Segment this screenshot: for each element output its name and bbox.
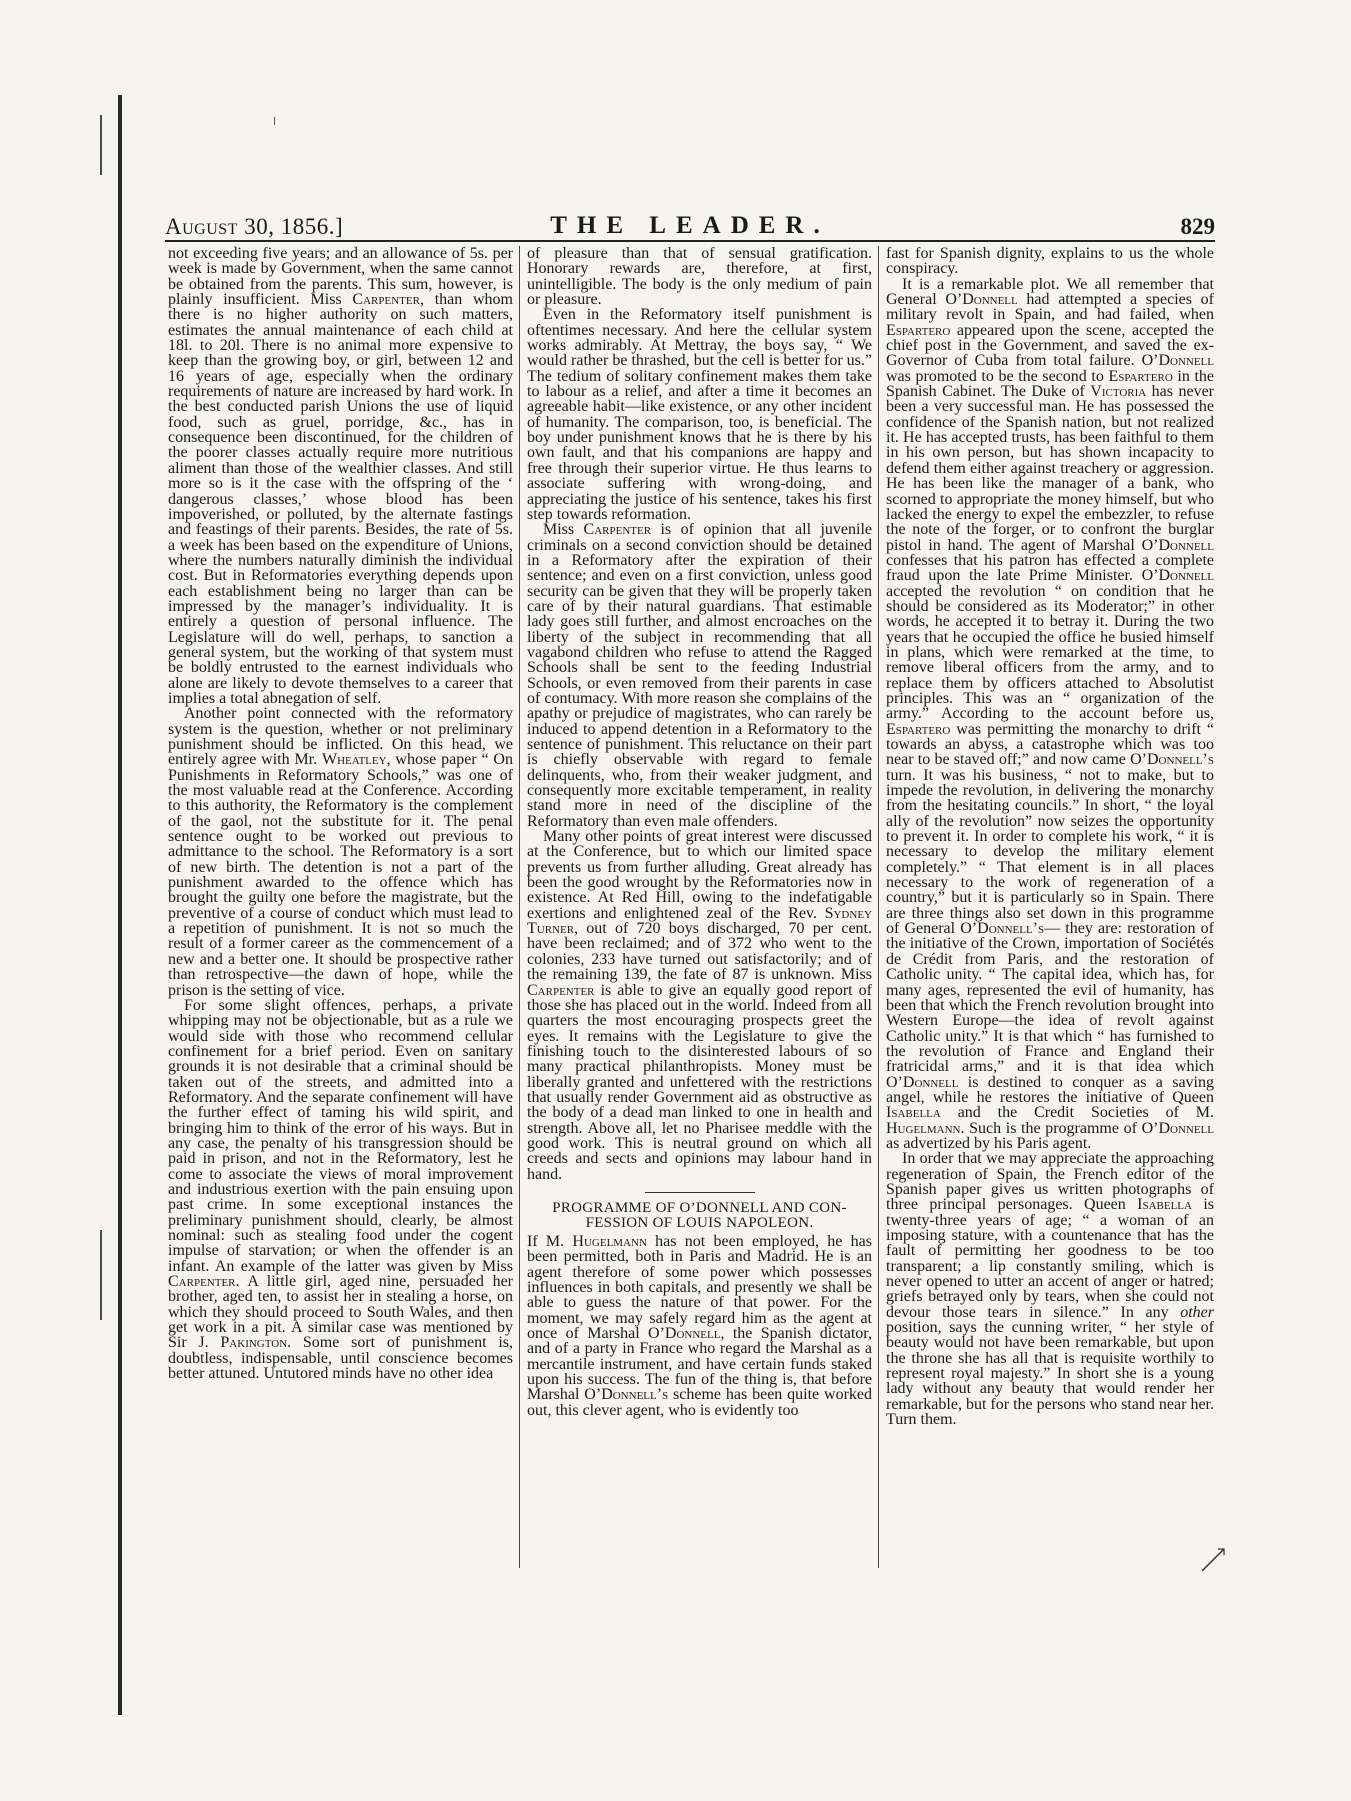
small-caps-name: Donnell — [1158, 352, 1214, 370]
small-caps-name: Donnell’s — [601, 1386, 669, 1404]
small-caps-name: Espartero — [886, 321, 951, 339]
small-caps-name: Wheatley — [321, 751, 387, 769]
small-caps-name: Donnell’s — [1147, 751, 1214, 769]
small-caps-name: Sydney Turner — [527, 904, 872, 938]
paragraph: fast for Spanish dignity, explains to us the whole conspiracy. — [886, 246, 1214, 278]
paragraph: For some slight offences, perhaps, a private whipping may not be objectionable, but as a rule we would side with those who recommend cellular confinement for a brief period. Even on sanitary grounds it is not desirable that a criminal should be taken out of the streets, and admitted into a Reformatory. And the separate confinement will have the further effect of taming his wild spirit, and bringing him to think of the error of his ways. But in any case, the penalty of his transgression should be paid in prison, and not in the Reformatory, lest he come to associate the views of moral improvement and industrious exertion with the pain ensuing upon past crime. In some exceptional instances the preliminary punishment should, clearly, be almost nominal: such as stealing food under the cogent impulse of starvation; or when the offender is an infant. An example of the latter was given by Miss Carpenter. A little girl, aged nine, persuaded her brother, aged ten, to assist her in stealing a horse, on which they should proceed to South Wales, and then get work in a pit. A similar case was mentioned by Sir J. Pakington. Some sort of punishment is, doubtless, indispensable, until conscience becomes better attuned. Untutored minds have no other idea — [168, 996, 513, 1383]
small-caps-name: Donnell — [664, 1325, 721, 1343]
turn-over-mark — [1198, 1545, 1228, 1575]
small-caps-name: Donnell — [902, 1073, 959, 1091]
scan-speck — [100, 1230, 102, 1320]
small-caps-name: Isabella — [886, 1104, 941, 1122]
newspaper-title: THE LEADER. — [550, 212, 830, 239]
small-caps-name: Donnell — [1158, 536, 1214, 554]
scan-mark — [274, 117, 275, 125]
section-heading — [527, 1201, 872, 1232]
paragraph: Even in the Reformatory itself punishment is oftentimes necessary. And here the cellular system works admirably. At Mettray, the boys say, “ We would rather be thrashed, but the cell is better for us.” The tedium of solitary confinement makes them take to labour as a relief, and after a time it becomes an agreeable habit—like existence, or any other incident of humanity. The comparison, too, is beneficial. The boy under punishment knows that he is there by his own fault, and that his companions are happy and free through their superior virtue. He thus learns to associate suffering with wrong-doing, and appreciating the justice of his sentence, takes his first step towards reformation. — [527, 306, 872, 523]
paragraph: of pleasure than that of sensual gratification. Honorary rewards are, therefore, at first, unintelligible. The body is the only medium of pain or pleasure. — [527, 246, 872, 309]
paragraph: not exceeding five years; and an allowance of 5s. per week is made by Government, when the same cannot be obtained from the parents. This sum, however, is plainly insufficient. Miss Carpenter, than whom there is no higher authority on such matters, estimates the annual maintenance of each child at 18l. to 20l. There is no animal more expensive to keep than the growing boy, or girl, between 12 and 16 years of age, especially when the ordinary requirements of nature are increased by hard work. In the best conducted parish Unions the use of liquid food, such as gruel, porridge, &c., has in consequence been discontinued, for the children of the poorer classes actually require more nutritious aliment than those of the wealthier classes. And still more so is it the case with the offspring of the ‘ dangerous classes,’ whose blood has been impoverished, or polluted, by the alternate fastings and feastings of their parents. Besides, the rate of 5s. a week has been based on the expenditure of Unions, where the numbers naturally diminish the individual cost. But in Reformatories everything depends upon each establishment being no larger than can be impressed by the manager’s individuality. It is entirely a question of personal influence. The Legislature will do well, perhaps, to sanction a general system, but the working of that system must be boldly entrusted to the earnest individuals who alone are likely to devote themselves to a career that implies a total abnegation of self. — [168, 246, 513, 707]
column-divider — [878, 246, 879, 1568]
paragraph: It is a remarkable plot. We all remember that General O’Donnell had attempted a species of military revolt in Spain, and had failed, when Espartero appeared upon the scene, accepted the chief post in the Government, and saved the ex-Governor of Cuba from total failure. O’Donnell was promoted to be the second to Espartero in the Spanish Cabinet. The Duke of Victoria has never been a very successful man. He has possessed the confidence of the Spanish nation, but not realized it. He has accepted trusts, has been faithful to them in his own person, but has shown incapacity to defend them either against treachery or aggression. He has been like the manager of a bank, who scorned to appropriate the money himself, but who lacked the energy to expel the embezzler, to refuse the note of the forger, or to confront the burglar pistol in hand. The agent of Marshal O’Donnell confesses that his patron has effected a complete fraud upon the late Prime Minister. O’Donnell accepted the revolution “ on condition that he should be considered as its Moderator;” in other words, he accepted it to betray it. During the two years that he occupied the office he busied himself in plans, which were remarked at the time, to remove liberal officers from the army, and to replace them by officers attached to Absolutist principles. This was an “ organization of the army.” According to the account before us, Espartero was permitting the monarchy to drift “ towards an abyss, a catastrophe which was too near to be staved off;” and now came O’Donnell’s turn. It was his business, “ not to make, but to impede the revolution, in delivering the monarchy from the hesitating councils.” In short, “ the loyal ally of the revolution” now seizes the opportunity to prevent it. In order to complete his work, “ it is necessary to develop the military element completely.” “ That element is in all places necessary to the work of regeneration of a country,” but it is particularly so in Spain. There are three things also set down in this programme of General O’Donnell’s— they are: restoration of the initiative of the Crown, importation of Sociétés de Crédit from Paris, and the restoration of Catholic unity. “ The capital idea, which has, for many ages, represented the evil of humanity, has been that which the French revolution brought into Western Europe—the idea of revolt against Catholic unity.” It is that which “ has furnished to the revolution of France and England their fratricidal arms,” and it is that idea which O’Donnell is destined to conquer as a saving angel, while he restores the initiative of Queen Isabella and the Credit Societies of M. Hugelmann. Such is the programme of O’Donnell as advertized by his Paris agent. — [886, 275, 1214, 1152]
small-caps-name: Hugelmann — [572, 1232, 647, 1250]
section-heading-line: PROGRAMME OF O’DONNELL AND CON- — [552, 1199, 847, 1216]
page-number: 829 — [1180, 214, 1215, 239]
paragraph: If M. Hugelmann has not been employed, he has been permitted, both in Paris and Madrid. He is an agent therefore of some power which possesses influences in both capitals, and presently we shall be able to guess the nature of that power. For the moment, we may safely regard him as the agent at once of Marshal O’Donnell, the Spanish dictator, and of a party in France who regard the Marshal as a mercantile instrument, and have certain funds staked upon his success. The fun of the thing is, that before Marshal O’Donnell’s scheme has been quite worked out, this clever agent, who is evidently too — [527, 1232, 872, 1419]
column-2 — [527, 246, 872, 1566]
issue-date: August 30, 1856.] — [165, 214, 344, 239]
column-3 — [886, 246, 1214, 1566]
small-caps-name: Donnell — [962, 291, 1018, 309]
small-caps-name: Espartero — [886, 720, 951, 738]
scan-edge-bar — [118, 95, 122, 1715]
small-caps-name: Victoria — [1090, 383, 1147, 401]
paragraph: Another point connected with the reformatory system is the question, whether or not preliminary punishment should be inflicted. On this head, we entirely agree with Mr. Wheatley, whose paper “ On Punishments in Reformatory Schools,” was one of the most valuable read at the Conference. According to this authority, the Reformatory is the complement of the gaol, not the substitute for it. The penal sentence ought to be worked out previous to admittance to the school. The Reformatory is a sort of new birth. The detention is not a part of the punishment awarded to the offence which has brought the guilty one before the magistrate, but the preventive of a course of conduct which must lead to a repetition of punishment. It is not so much the result of a former career as the commencement of a new and a better one. It should be prospective rather than retrospective—the dawn of hope, while the prison is the setting of vice. — [168, 705, 513, 999]
header-rule — [165, 240, 1215, 242]
italic-text: other — [1180, 1303, 1214, 1321]
paragraph: Many other points of great interest were discussed at the Conference, but to which our limited space prevents us from further alluding. Great already has been the good wrought by the Reformatories now in existence. At Red Hill, owing to the indefatigable exertions and enlightened zeal of the Rev. Sydney Turner, out of 720 boys discharged, 70 per cent. have been reclaimed; and of 372 who went to the colonies, 233 have turned out satisfactorily; and of the remaining 139, the fate of 87 is unknown. Miss Carpenter is able to give an equally good report of those she has placed out in the world. Indeed from all quarters the most encouraging prospects greet the eyes. It remains with the Legislature to give the finishing touch to the disinterested labours of so many practical philanthropists. Money must be liberally granted and unfettered with the restrictions that usually render Government aid as obstructive as the body of a dead man linked to one in health and strength. Above all, let no Pharisee meddle with the good work. This is neutral ground on which all creeds and sects and opinions may labour hand in hand. — [527, 828, 872, 1183]
column-divider — [519, 246, 520, 1568]
column-1 — [168, 246, 513, 1566]
small-caps-name: Donnell — [1158, 567, 1214, 585]
small-caps-name: Donnell’s — [977, 920, 1045, 938]
section-heading-line: FESSION OF LOUIS NAPOLEON. — [585, 1215, 814, 1232]
small-caps-name: Isabella — [1137, 1196, 1192, 1214]
small-caps-name: Carpenter — [352, 291, 420, 309]
paragraph: Miss Carpenter is of opinion that all juvenile criminals on a second conviction should be detained in a Reformatory after the expiration of their sentence; and even on a first conviction, unless good security can be given that they will be properly taken care of by their natural guardians. That estimable lady goes still further, and almost encroaches on the liberty of the subject in recommending that all vagabond children who refuse to attend the Ragged Schools shall be sent to the feeding Industrial Schools, or even removed from their parents in case of contumacy. With more reason she complains of the apathy or prejudice of magistrates, who can rarely be induced to append detention in a Reformatory to the sentence of punishment. This reluctance on their part is chiefly observable with regard to female delinquents, who, from their weaker judgment, and consequently more excitable temperament, in reality stand more in need of the discipline of the Reformatory than even male offenders. — [527, 521, 872, 830]
small-caps-name: Pakington — [220, 1334, 288, 1352]
paragraph: In order that we may appreciate the approaching regeneration of Spain, the French editor of the Spanish paper gives us written photographs of three principal personages. Queen Isabella is twenty-three years of age; “ a woman of an imposing stature, with a countenance that has the fault of permitting her goodness to be too transparent; a lip constantly smiling, which is never opened to utter an accent of anger or hatred; griefs betrayed only by tears, when she could not devour those tears in silence.” In any other position, says the cunning writer, “ her style of beauty would not have been remarkable, but upon the throne she has all that is requisite worthily to represent royal majesty.” In short she is a young lady without any beauty that would render her remarkable, but for the persons who stand near her. Turn them. — [886, 1150, 1214, 1429]
small-caps-name: Hugelmann — [886, 1119, 961, 1137]
page-header — [165, 210, 1215, 244]
scan-speck — [100, 115, 102, 175]
small-caps-name: Carpenter — [527, 981, 595, 999]
small-caps-name: Donnell — [1158, 1119, 1214, 1137]
section-rule — [645, 1192, 755, 1193]
small-caps-name: Carpenter — [168, 1273, 236, 1291]
small-caps-name: Carpenter — [583, 521, 652, 539]
small-caps-name: Espartero — [1108, 367, 1173, 385]
